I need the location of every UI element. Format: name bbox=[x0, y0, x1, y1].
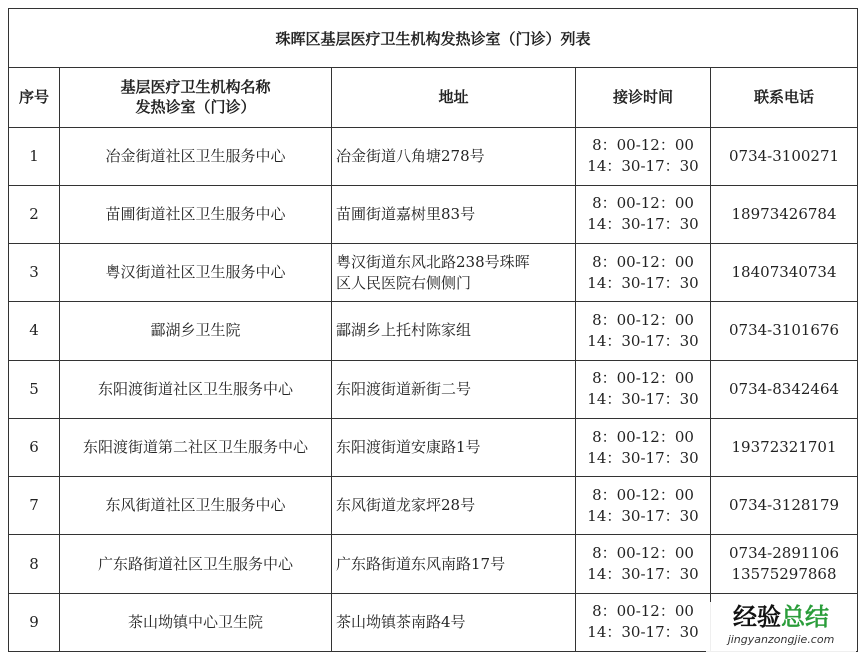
row-address bbox=[332, 302, 576, 360]
row-no: 9 bbox=[9, 593, 60, 651]
row-no: 3 bbox=[9, 244, 60, 302]
header-name bbox=[60, 68, 332, 127]
row-phone-line1: 0734-8342464 bbox=[728, 379, 840, 398]
row-hours bbox=[576, 127, 711, 185]
table-row bbox=[9, 185, 858, 243]
row-hours-afternoon: 14：30-17：30 bbox=[587, 565, 699, 584]
row-phone-line1: 0734-3101676 bbox=[728, 321, 840, 340]
row-phone bbox=[711, 360, 858, 418]
row-phone-line1: 0734-2891106 bbox=[728, 544, 840, 563]
table-row bbox=[9, 535, 858, 593]
header-name-line2: 发热诊室（门诊） bbox=[135, 98, 256, 117]
row-hours bbox=[576, 244, 711, 302]
row-no: 2 bbox=[9, 185, 60, 243]
table-row bbox=[9, 244, 858, 302]
table-row bbox=[9, 477, 858, 535]
row-name: 茶山坳镇中心卫生院 bbox=[60, 593, 332, 651]
row-hours-morning: 8：00-12：00 bbox=[592, 602, 694, 621]
row-hours-afternoon: 14：30-17：30 bbox=[587, 157, 699, 176]
row-hours bbox=[576, 360, 711, 418]
row-hours bbox=[576, 593, 711, 651]
row-hours bbox=[576, 302, 711, 360]
header-no: 序号 bbox=[9, 68, 60, 127]
row-address-line1: 酃湖乡上托村陈家组 bbox=[336, 321, 472, 340]
row-phone bbox=[711, 127, 858, 185]
row-hours-afternoon: 14：30-17：30 bbox=[587, 506, 699, 525]
row-name: 广东路街道社区卫生服务中心 bbox=[60, 535, 332, 593]
row-name: 东阳渡街道社区卫生服务中心 bbox=[60, 360, 332, 418]
title-row bbox=[9, 9, 858, 68]
row-hours-morning: 8：00-12：00 bbox=[592, 544, 694, 563]
row-phone bbox=[711, 302, 858, 360]
header-row bbox=[9, 68, 858, 127]
row-hours-morning: 8：00-12：00 bbox=[592, 194, 694, 213]
row-hours-morning: 8：00-12：00 bbox=[592, 136, 694, 155]
row-no: 7 bbox=[9, 477, 60, 535]
row-no: 4 bbox=[9, 302, 60, 360]
row-phone-line1: 19372321701 bbox=[731, 438, 837, 456]
row-phone-line1: 0734-3128179 bbox=[728, 496, 840, 515]
fever-clinic-table bbox=[8, 8, 858, 652]
row-no: 6 bbox=[9, 418, 60, 476]
row-name: 酃湖乡卫生院 bbox=[60, 302, 332, 360]
row-name: 粤汉街道社区卫生服务中心 bbox=[60, 244, 332, 302]
row-no: 5 bbox=[9, 360, 60, 418]
row-hours-afternoon: 14：30-17：30 bbox=[587, 448, 699, 467]
header-address: 地址 bbox=[332, 68, 576, 127]
row-address bbox=[332, 185, 576, 243]
watermark-part2: 总结 bbox=[781, 603, 829, 631]
row-hours bbox=[576, 535, 711, 593]
row-address bbox=[332, 127, 576, 185]
row-address-line1: 茶山坳镇茶南路4号 bbox=[336, 612, 466, 631]
row-address-line1: 东风街道龙家坪28号 bbox=[336, 496, 476, 515]
row-hours-morning: 8：00-12：00 bbox=[592, 252, 694, 271]
row-hours bbox=[576, 185, 711, 243]
table-row bbox=[9, 360, 858, 418]
row-phone bbox=[711, 418, 858, 476]
row-hours-afternoon: 14：30-17：30 bbox=[587, 215, 699, 234]
row-phone-line1: 18973426784 bbox=[731, 204, 837, 223]
watermark-part1: 经验 bbox=[733, 603, 781, 631]
row-phone-line1: 0734-3100271 bbox=[728, 146, 840, 165]
row-hours bbox=[576, 418, 711, 476]
table-row bbox=[9, 302, 858, 360]
row-phone-line1: 18407340734 bbox=[731, 263, 837, 282]
row-address-line1: 东阳渡街道安康路1号 bbox=[336, 438, 481, 456]
table-row bbox=[9, 127, 858, 185]
row-address-line1: 粤汉街道东风北路238号珠晖 bbox=[336, 252, 530, 271]
row-hours-morning: 8：00-12：00 bbox=[592, 427, 694, 446]
row-address-line1: 东阳渡街道新街二号 bbox=[336, 379, 472, 398]
row-hours-morning: 8：00-12：00 bbox=[592, 310, 694, 329]
row-name: 冶金街道社区卫生服务中心 bbox=[60, 127, 332, 185]
row-address-line1: 冶金街道八角塘278号 bbox=[336, 146, 485, 165]
row-name: 东风街道社区卫生服务中心 bbox=[60, 477, 332, 535]
row-address bbox=[332, 477, 576, 535]
row-hours bbox=[576, 477, 711, 535]
row-address bbox=[332, 360, 576, 418]
row-address bbox=[332, 593, 576, 651]
row-phone-line2: 13575297868 bbox=[731, 565, 837, 584]
row-hours-afternoon: 14：30-17：30 bbox=[587, 390, 699, 409]
header-name-line1: 基层医疗卫生机构名称 bbox=[120, 78, 271, 97]
table-row bbox=[9, 418, 858, 476]
table-body bbox=[9, 127, 858, 651]
watermark-site: jingyanzongjie.com bbox=[727, 633, 835, 646]
row-phone bbox=[711, 244, 858, 302]
header-phone: 联系电话 bbox=[711, 68, 858, 127]
row-address bbox=[332, 244, 576, 302]
row-hours-morning: 8：00-12：00 bbox=[592, 369, 694, 388]
row-phone bbox=[711, 477, 858, 535]
watermark-title bbox=[706, 602, 856, 632]
row-hours-afternoon: 14：30-17：30 bbox=[587, 623, 699, 642]
row-hours-afternoon: 14：30-17：30 bbox=[587, 273, 699, 292]
table-title: 珠晖区基层医疗卫生机构发热诊室（门诊）列表 bbox=[9, 9, 858, 68]
row-address-line1: 广东路街道东风南路17号 bbox=[336, 554, 506, 573]
header-hours: 接诊时间 bbox=[576, 68, 711, 127]
row-no: 8 bbox=[9, 535, 60, 593]
row-phone bbox=[711, 185, 858, 243]
row-address-line1: 苗圃街道嘉树里83号 bbox=[336, 204, 476, 223]
row-name: 苗圃街道社区卫生服务中心 bbox=[60, 185, 332, 243]
row-hours-afternoon: 14：30-17：30 bbox=[587, 331, 699, 350]
row-name: 东阳渡街道第二社区卫生服务中心 bbox=[60, 418, 332, 476]
row-hours-morning: 8：00-12：00 bbox=[592, 485, 694, 504]
row-no: 1 bbox=[9, 127, 60, 185]
row-address-line2: 区人民医院右侧侧门 bbox=[336, 273, 472, 292]
row-address bbox=[332, 418, 576, 476]
row-phone bbox=[711, 535, 858, 593]
watermark-logo bbox=[706, 602, 856, 656]
row-address bbox=[332, 535, 576, 593]
